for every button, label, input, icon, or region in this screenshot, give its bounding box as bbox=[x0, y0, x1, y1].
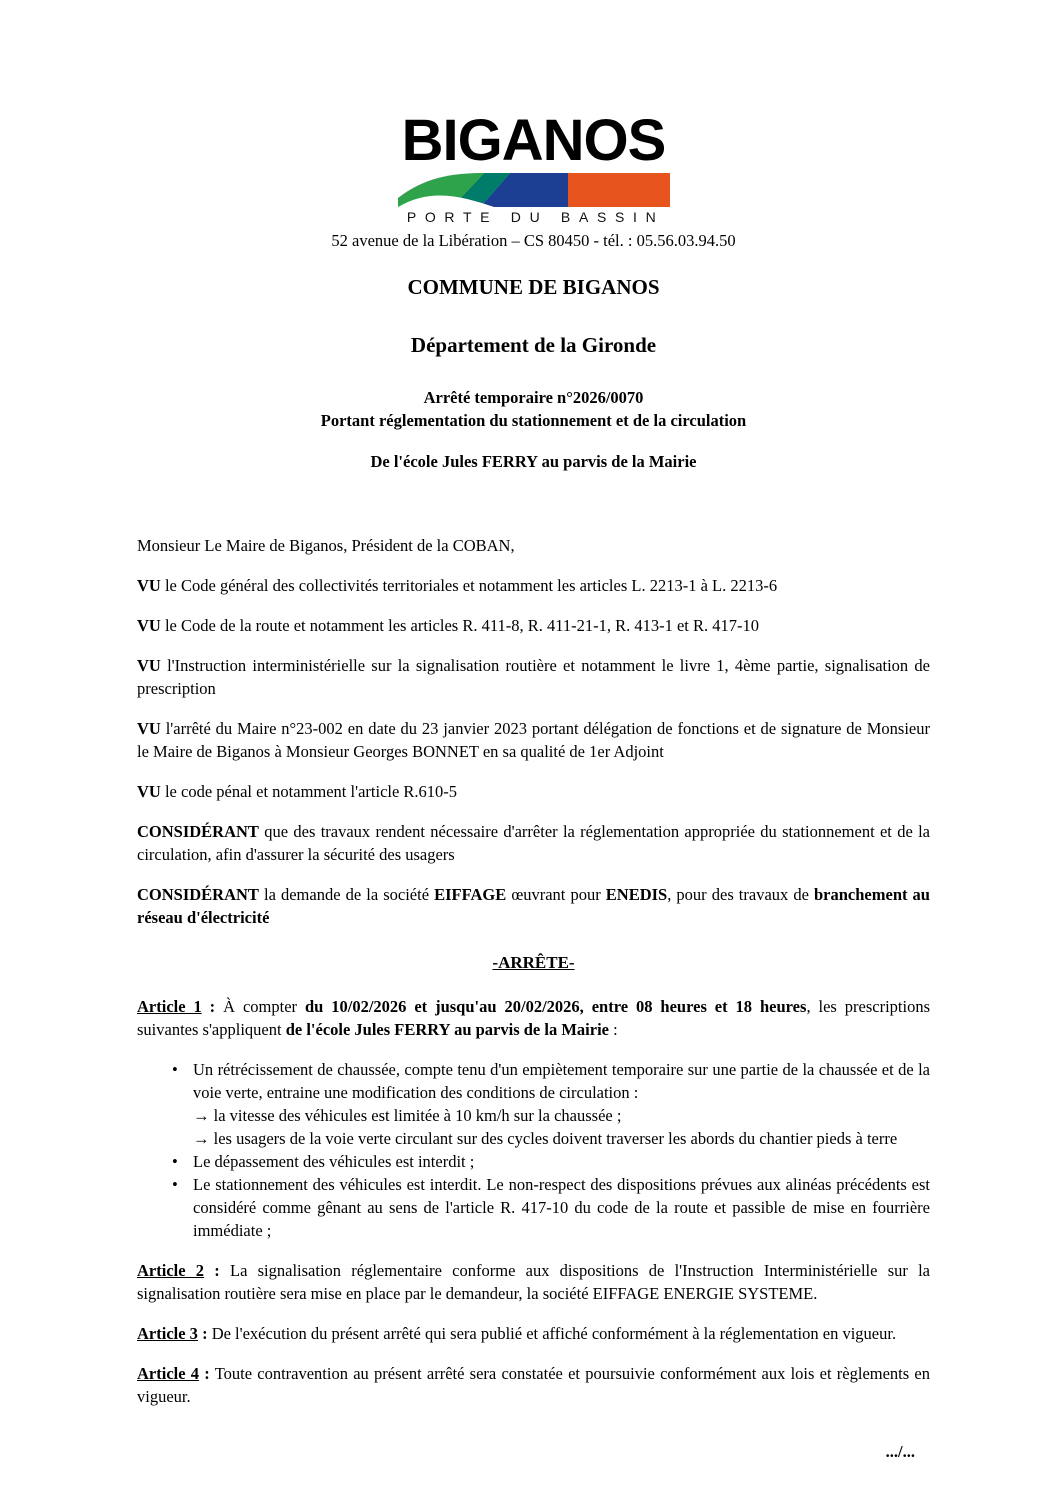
document-body bbox=[137, 534, 930, 1408]
arrete-location-line: De l'école Jules FERRY au parvis de la Mairie bbox=[370, 452, 697, 471]
list-item-retrecissement: • Un rétrécissement de chaussée, compte tenu d'un empiètement temporaire sur une partie de la chaussée et de la voie verte, entraine une modification des conditions de circulation : → la vitesse des véhicules est limitée à 10 km/h sur la chaussée ; → les usagers de la voie verte circulant sur des cycles doivent traverser les abords du chantier pieds à terre bbox=[168, 1058, 930, 1150]
article-3-paragraph: Article 3 : De l'exécution du présent arrêté qui sera publié et affiché conformément à la réglementation en vigueur. bbox=[137, 1324, 897, 1343]
continuation-mark: .../... bbox=[885, 1442, 915, 1461]
intro-paragraph: Monsieur Le Maire de Biganos, Président de la COBAN, bbox=[137, 536, 515, 555]
address-line: 52 avenue de la Libération – CS 80450 - tél. : 05.56.03.94.50 bbox=[331, 231, 736, 250]
logo-swoosh-icon bbox=[398, 173, 670, 207]
vu-paragraph-5: VU le code pénal et notamment l'article R.610-5 bbox=[137, 782, 458, 801]
logo-wordmark: BIGANOS bbox=[401, 108, 666, 173]
considerant-paragraph-2: CONSIDÉRANT la demande de la société EIFFAGE œuvrant pour ENEDIS, pour des travaux de branchement au réseau d'électricité bbox=[137, 885, 930, 927]
article-4-paragraph: Article 4 : Toute contravention au présent arrêté sera constatée et poursuivie conformément aux lois et règlements en vigueur. bbox=[137, 1364, 930, 1406]
vu-paragraph-4: VU l'arrêté du Maire n°23-002 en date du 23 janvier 2023 portant délégation de fonctions et de signature de Monsieur le Maire de Biganos à Monsieur Georges BONNET en sa qualité de 1er Adjoint bbox=[137, 719, 930, 761]
prescriptions-list bbox=[137, 1058, 930, 1242]
arrete-number-line: Arrêté temporaire n°2026/0070 bbox=[423, 388, 644, 407]
vu-paragraph-2: VU le Code de la route et notamment les articles R. 411-8, R. 411-21-1, R. 413-1 et R. 417-10 bbox=[137, 616, 760, 635]
logo-tagline: PORTE DU BASSIN bbox=[406, 209, 665, 225]
document-header bbox=[137, 0, 930, 251]
departement-title: Département de la Gironde bbox=[410, 333, 657, 357]
list-item-depassement: • Le dépassement des véhicules est interdit ; bbox=[168, 1150, 930, 1173]
swoosh-orange-segment bbox=[568, 173, 670, 207]
article-1-paragraph: Article 1 : À compter du 10/02/2026 et jusqu'au 20/02/2026, entre 08 heures et 18 heures, les prescriptions suivantes s'appliquent de l'école Jules FERRY au parvis de la Mairie : bbox=[137, 997, 930, 1039]
arrete-heading-text: -ARRÊTE- bbox=[492, 953, 575, 972]
vu-paragraph-3: VU l'Instruction interministérielle sur la signalisation routière et notamment le livre 1, 4ème partie, signalisation de prescription bbox=[137, 656, 930, 698]
commune-title: COMMUNE DE BIGANOS bbox=[407, 275, 660, 299]
considerant-paragraph-1: CONSIDÉRANT que des travaux rendent nécessaire d'arrêter la réglementation appropriée du stationnement et de la circulation, afin d'assurer la sécurité des usagers bbox=[137, 822, 930, 864]
article-2-paragraph: Article 2 : La signalisation réglementaire conforme aux dispositions de l'Instruction Interministérielle sur la signalisation routière sera mise en place par le demandeur, la société EIFFAGE ENERGIE SYSTEME. bbox=[137, 1261, 930, 1303]
vu-paragraph-1: VU le Code général des collectivités territoriales et notamment les articles L. 2213-1 à L. 2213-6 bbox=[137, 576, 778, 595]
arrete-heading bbox=[137, 953, 930, 973]
arrete-subject-line: Portant réglementation du stationnement et de la circulation bbox=[320, 411, 747, 430]
list-item-stationnement: • Le stationnement des véhicules est interdit. Le non-respect des dispositions prévues aux alinéas précédents est considéré comme gênant au sens de l'article R. 417-10 du code de la route et passible de mise en fourrière immédiate ; bbox=[168, 1173, 930, 1242]
biganos-logo bbox=[398, 108, 670, 225]
